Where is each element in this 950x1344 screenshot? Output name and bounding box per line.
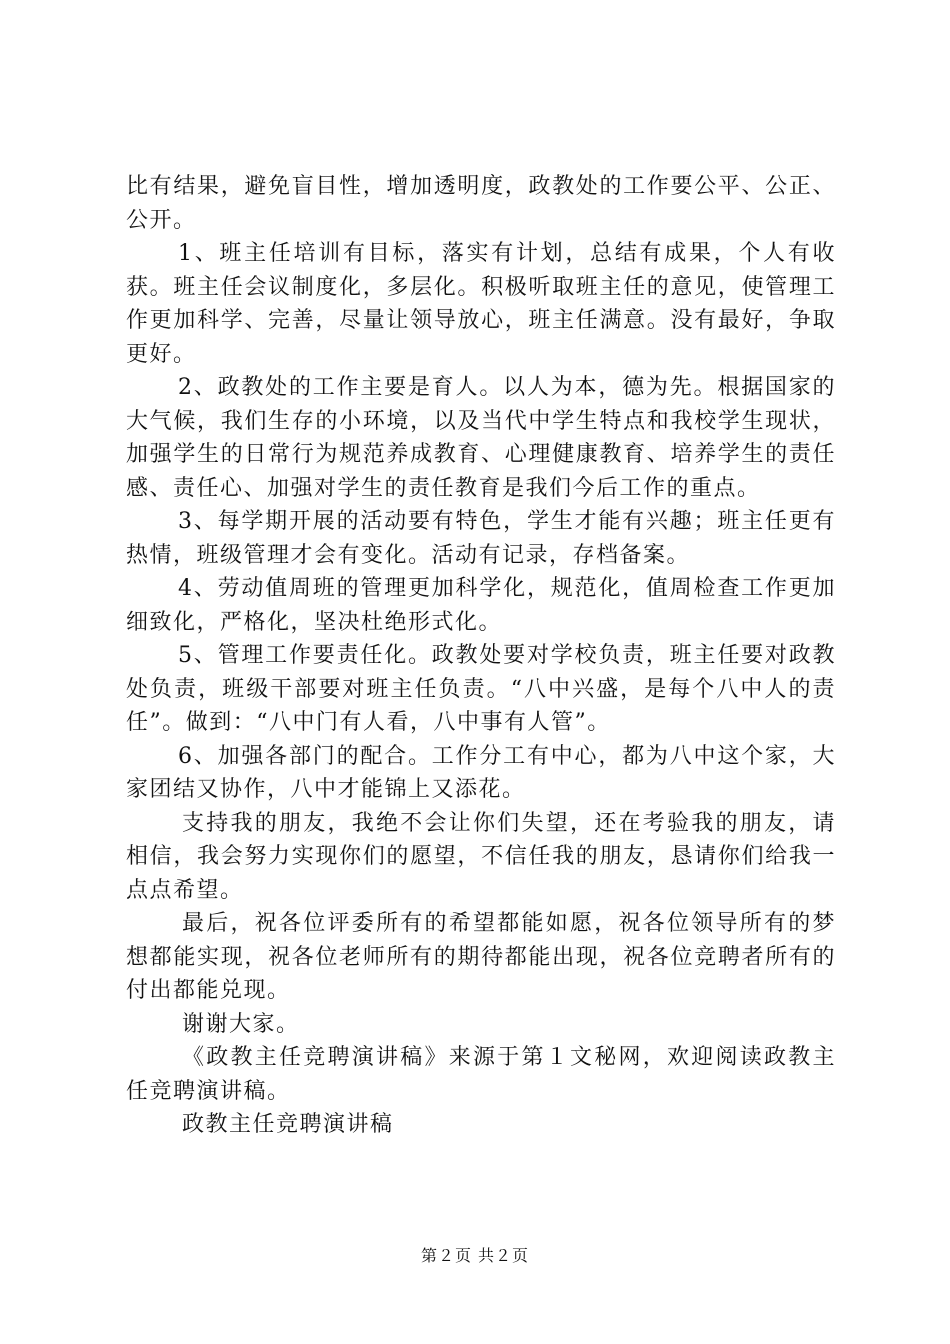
- paragraph-item-6: 6、加强各部门的配合。工作分工有中心，都为八中这个家，大家团结又协作，八中才能锦上又添花。: [126, 743, 836, 802]
- paragraph-item-1: 1、班主任培训有目标，落实有计划，总结有成果，个人有收获。班主任会议制度化，多层化。积极听取班主任的意见，使管理工作更加科学、完善，尽量让领导放心，班主任满意。没有最好，争取更好。: [126, 241, 836, 367]
- page-number-footer: 第２页 共２页: [420, 1246, 530, 1265]
- paragraph-item-3: 3、每学期开展的活动要有特色，学生才能有兴趣；班主任更有热情，班级管理才会有变化。活动有记录，存档备案。: [126, 509, 836, 568]
- paragraph-continuation: 比有结果，避免盲目性，增加透明度，政教处的工作要公平、公正、公开。: [126, 174, 836, 233]
- paragraph-support: 支持我的朋友，我绝不会让你们失望，还在考验我的朋友，请相信，我会努力实现你们的愿望，不信任我的朋友，恳请你们给我一点点希望。: [126, 810, 836, 903]
- paragraph-closing-wishes: 最后，祝各位评委所有的希望都能如愿，祝各位领导所有的梦想都能实现，祝各位老师所有的期待都能出现，祝各位竞聘者所有的付出都能兑现。: [126, 911, 836, 1003]
- document-body: [126, 170, 836, 1142]
- paragraph-item-5: 5、管理工作要责任化。政教处要对学校负责，班主任要对政教处负责，班级干部要对班主任负责。“八中兴盛，是每个八中人的责任”。做到：“八中门有人看，八中事有人管”。: [126, 643, 836, 735]
- paragraph-item-2: 2、政教处的工作主要是育人。以人为本，德为先。根据国家的大气候，我们生存的小环境，以及当代中学生特点和我校学生现状，加强学生的日常行为规范养成教育、心理健康教育、培养学生的责任感、责任心、加强对学生的责任教育是我们今后工作的重点。: [126, 375, 836, 501]
- paragraph-source-note: 《政教主任竞聘演讲稿》来源于第１文秘网，欢迎阅读政教主任竞聘演讲稿。: [126, 1045, 836, 1104]
- paragraph-item-4: 4、劳动值周班的管理更加科学化，规范化，值周检查工作更加细致化，严格化，坚决杜绝形式化。: [126, 576, 836, 635]
- paragraph-title-repeat: 政教主任竞聘演讲稿: [182, 1112, 394, 1137]
- paragraph-thanks: 谢谢大家。: [182, 1011, 300, 1037]
